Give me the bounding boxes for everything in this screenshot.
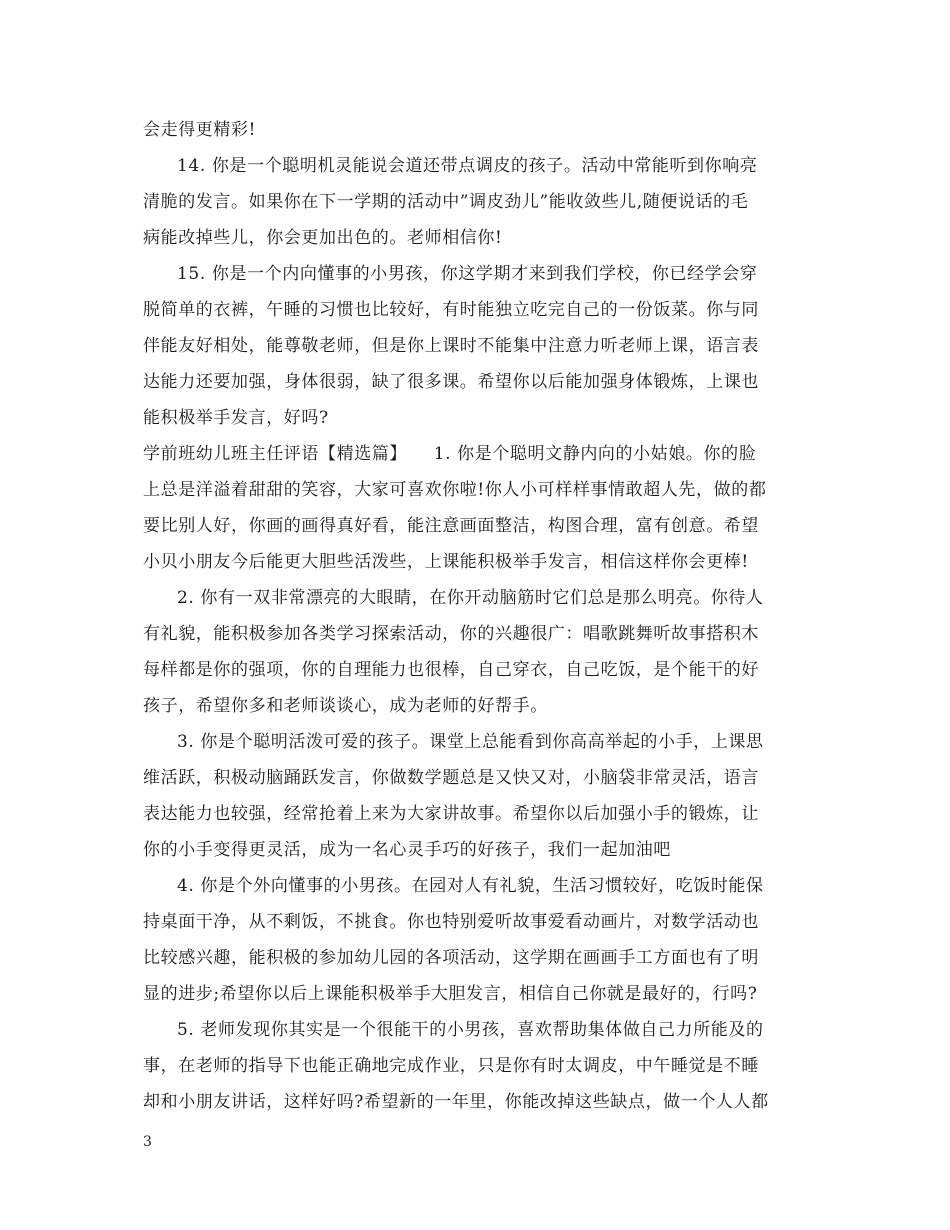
text-line: 表达能力也较强，经常抢着上来为大家讲故事。希望你以后加强小手的锻炼，让 bbox=[143, 804, 759, 824]
text-line: 3. 你是个聪明活泼可爱的孩子。课堂上总能看到你高高举起的小手，上课思 bbox=[177, 732, 764, 752]
text-line: 会走得更精彩! bbox=[143, 120, 257, 140]
text-line: 上总是洋溢着甜甜的笑容，大家可喜欢你啦!你人小可样样事情敢超人先，做的都 bbox=[143, 480, 767, 500]
text-line: 清脆的发言。如果你在下一学期的活动中”调皮劲儿”能收敛些儿,随便说话的毛 bbox=[143, 192, 749, 212]
text-line: 每样都是你的强项，你的自理能力也很棒，自己穿衣，自己吃饭，是个能干的好 bbox=[143, 660, 759, 680]
document-body bbox=[143, 112, 811, 1120]
text-line: 2. 你有一双非常漂亮的大眼睛，在你开动脑筋时它们总是那么明亮。你待人 bbox=[177, 588, 764, 608]
text-line: 4. 你是个外向懂事的小男孩。在园对人有礼貌，生活习惯较好，吃饭时能保 bbox=[177, 876, 764, 896]
text-line: 15. 你是一个内向懂事的小男孩，你这学期才来到我们学校，你已经学会穿 bbox=[177, 264, 758, 284]
text-line: 你的小手变得更灵活，成为一名心灵手巧的好孩子，我们一起加油吧 bbox=[143, 840, 671, 860]
text-line: 却和小朋友讲话，这样好吗?希望新的一年里，你能改掉这些缺点，做一个人人都 bbox=[143, 1092, 769, 1112]
text-line: 比较感兴趣，能积极的参加幼儿园的各项活动，这学期在画画手工方面也有了明 bbox=[143, 948, 759, 968]
text-line: 达能力还要加强，身体很弱，缺了很多课。希望你以后能加强身体锻炼，上课也 bbox=[143, 372, 759, 392]
text-line: 14. 你是一个聪明机灵能说会道还带点调皮的孩子。活动中常能听到你响亮 bbox=[177, 156, 758, 176]
text-line: 孩子，希望你多和老师谈谈心，成为老师的好帮手。 bbox=[143, 696, 548, 716]
page-number: 3 bbox=[143, 1134, 152, 1150]
text-line: 小贝小朋友今后能更大胆些活泼些，上课能积极举手发言，相信这样你会更棒! bbox=[143, 552, 749, 572]
text-line: 能积极举手发言，好吗? bbox=[143, 408, 329, 428]
text-line: 要比别人好，你画的画得真好看，能注意画面整洁，构图合理，富有创意。希望 bbox=[143, 516, 759, 536]
text-line: 有礼貌，能积极参加各类学习探索活动，你的兴趣很广：唱歌跳舞听故事搭积木 bbox=[143, 624, 759, 644]
text-line: 学前班幼儿班主任评语【精选篇】 1. 你是个聪明文静内向的小姑娘。你的脸 bbox=[143, 444, 757, 464]
text-line: 伴能友好相处，能尊敬老师，但是你上课时不能集中注意力听老师上课，语言表 bbox=[143, 336, 759, 356]
text-line: 持桌面干净，从不剩饭，不挑食。你也特别爱听故事爱看动画片，对数学活动也 bbox=[143, 912, 759, 932]
text-line: 维活跃，积极动脑踊跃发言，你做数学题总是又快又对，小脑袋非常灵活，语言 bbox=[143, 768, 759, 788]
text-line: 5. 老师发现你其实是一个很能干的小男孩，喜欢帮助集体做自己力所能及的 bbox=[177, 1020, 764, 1040]
text-line: 病能改掉些儿，你会更加出色的。老师相信你! bbox=[143, 228, 503, 248]
text-line: 显的进步;希望你以后上课能积极举手大胆发言，相信自己你就是最好的，行吗? bbox=[143, 984, 758, 1004]
text-line: 脱简单的衣裤，午睡的习惯也比较好，有时能独立吃完自己的一份饭菜。你与同 bbox=[143, 300, 759, 320]
text-line: 事，在老师的指导下也能正确地完成作业，只是你有时太调皮，中午睡觉是不睡 bbox=[143, 1056, 759, 1076]
